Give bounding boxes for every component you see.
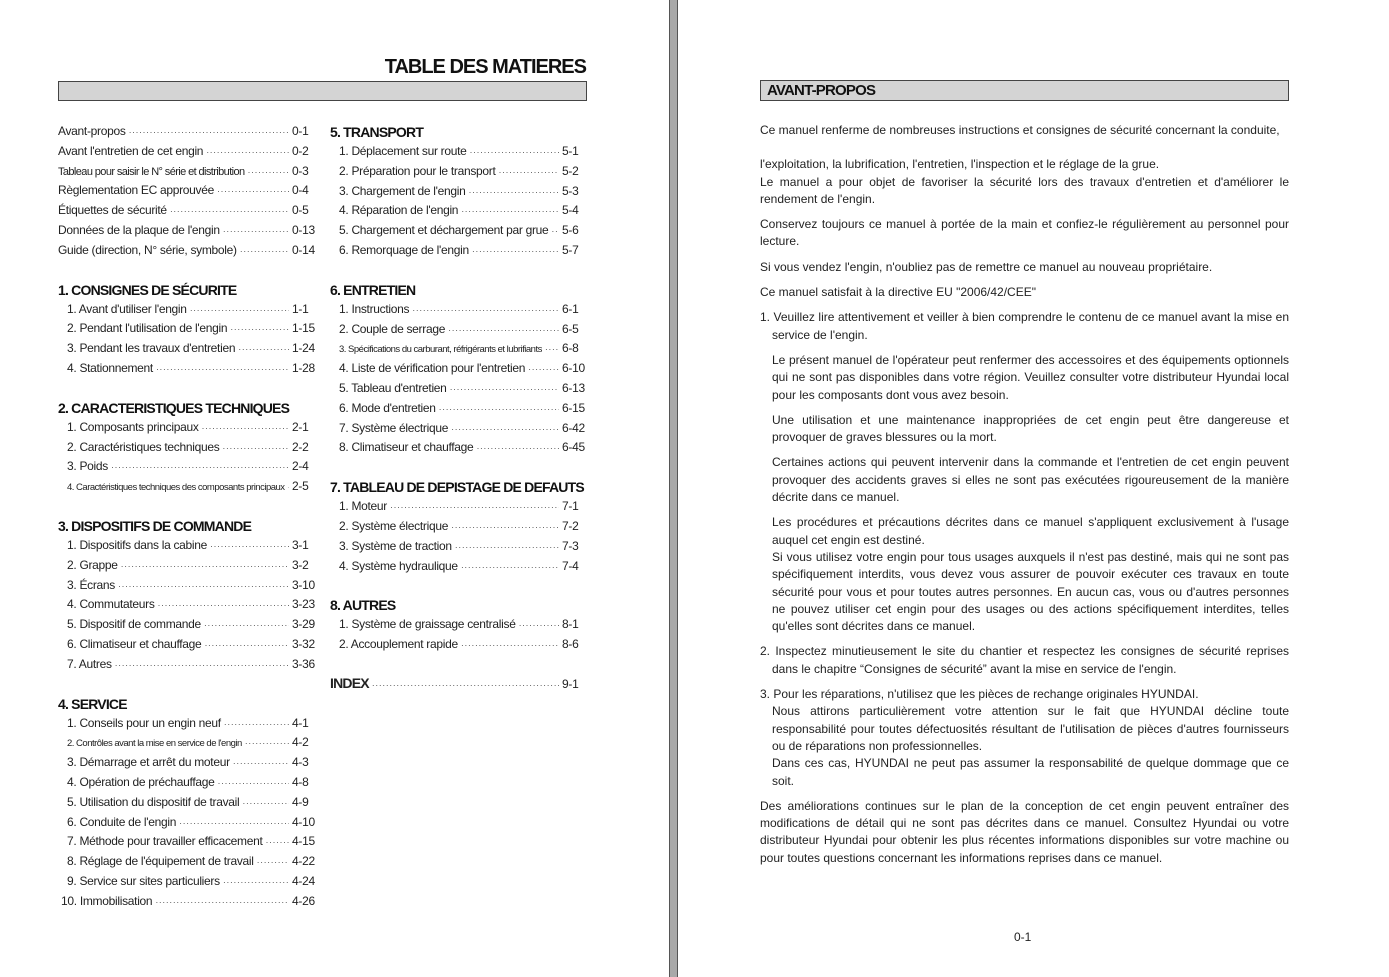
toc-entry-label: 7. Méthode pour travailler efficacement <box>67 834 263 849</box>
leader-dots <box>158 596 289 616</box>
toc-entry[interactable] <box>330 300 586 320</box>
toc-entry-page: 0-2 <box>292 143 309 158</box>
toc-entry-page: 0-5 <box>292 203 309 218</box>
toc-entry[interactable] <box>58 181 316 201</box>
toc-section-heading[interactable]: 2. CARACTERISTIQUES TECHNIQUES <box>58 399 290 416</box>
leader-dots <box>448 321 559 341</box>
toc-entry-page: 6-15 <box>562 400 585 415</box>
leader-dots <box>545 340 559 360</box>
toc-entry-label: 1. Système de graissage centralisé <box>339 617 516 632</box>
toc-entry-label: 9. Service sur sites particuliers <box>67 873 220 888</box>
toc-entry-page: 2-1 <box>292 419 309 434</box>
foreword-paragraph: Si vous vendez l'engin, n'oubliez pas de remettre ce manuel au nouveau propriétaire. <box>760 259 1213 274</box>
leader-dots <box>450 380 559 400</box>
toc-section-heading[interactable]: 8. AUTRES <box>330 597 396 614</box>
toc-entry-page: 0-1 <box>292 124 309 138</box>
toc-entry-label: Étiquettes de sécurité <box>58 203 167 218</box>
toc-entry[interactable] <box>58 359 316 379</box>
toc-entry[interactable] <box>58 162 316 182</box>
toc-entry[interactable] <box>330 419 586 439</box>
leader-dots <box>519 616 559 636</box>
leader-dots <box>266 833 289 853</box>
toc-entry-label: 2. Pendant l'utilisation de l'engin <box>67 321 228 336</box>
toc-entry-page: 4-8 <box>292 774 309 789</box>
toc-entry[interactable] <box>330 557 586 577</box>
toc-entry-page: 6-1 <box>562 301 579 316</box>
toc-entry-label: 2. Couple de serrage <box>339 321 446 336</box>
toc-entry-label: 6. Mode d'entretien <box>339 400 436 415</box>
toc-sections-right <box>330 122 586 655</box>
toc-entry-label: Guide (direction, N° série, symbole) <box>58 242 237 257</box>
toc-entry-label: 5. Chargement et déchargement par grue <box>339 223 549 238</box>
toc-entry[interactable] <box>330 537 586 557</box>
toc-entry[interactable] <box>58 813 316 833</box>
toc-entry[interactable] <box>330 339 586 359</box>
numbered-item-1-detail: Certaines actions qui peuvent intervenir dans la commande et l'entretien de cet engin peuvent provoquer des accidents graves si elles ne sont pas exécutées rigoureusement de la manière décrite dans ce manuel. <box>772 455 1289 505</box>
toc-entry[interactable] <box>58 832 316 852</box>
toc-entry[interactable] <box>330 517 586 537</box>
toc-entry[interactable] <box>330 399 586 419</box>
numbered-item-1-detail: Les procédures et précautions décrites dans ce manuel s'appliquent exclusivement à l'usage auquel cet engin est destiné. <box>772 515 1289 547</box>
toc-entry-label: 2. Grappe <box>67 557 118 572</box>
toc-entry-label: 1. Composants principaux <box>67 419 199 434</box>
toc-entry-label: 10. Immobilisation <box>61 893 153 908</box>
toc-entry-label: 1. Avant d'utiliser l'engin <box>67 301 187 316</box>
toc-entry-page: 1-24 <box>292 341 315 356</box>
toc-entry[interactable] <box>58 457 316 477</box>
toc-entry[interactable] <box>330 221 586 241</box>
foreword-paragraph: Conservez toujours ce manuel à portée de la main et confiez-le régulièrement au personnel pour lecture. <box>760 217 1289 249</box>
toc-entry-page: 2-5 <box>292 479 309 494</box>
toc-entry[interactable] <box>58 576 316 596</box>
leader-dots <box>528 360 559 380</box>
toc-entry-label: 2. Système électrique <box>339 518 449 533</box>
leader-dots <box>245 734 289 754</box>
toc-entry-label: 3. Écrans <box>67 577 115 592</box>
toc-entry-page: 6-8 <box>562 341 579 356</box>
toc-entry-page: 5-1 <box>562 144 579 158</box>
toc-entry-label: 5. Tableau d'entretien <box>339 380 447 395</box>
toc-entry-page: 4-3 <box>292 755 309 770</box>
leader-dots <box>202 419 289 439</box>
toc-entry-page: 0-4 <box>292 183 309 198</box>
toc-entry[interactable] <box>58 793 316 813</box>
toc-entry-page: 0-3 <box>292 163 309 178</box>
toc-entry[interactable] <box>330 241 586 261</box>
toc-entry-label: 6. Remorquage de l'engin <box>339 242 469 257</box>
toc-entry[interactable] <box>330 182 586 202</box>
toc-entry-label: 5. Dispositif de commande <box>67 617 201 632</box>
leader-dots <box>230 320 289 340</box>
toc-title: TABLE DES MATIERES <box>384 56 586 78</box>
toc-section-heading[interactable]: 3. DISPOSITIFS DE COMMANDE <box>58 517 252 534</box>
toc-entry-page: 4-15 <box>292 834 315 849</box>
toc-entry[interactable] <box>58 556 316 576</box>
leader-dots <box>156 360 289 380</box>
toc-entry-page: 3-10 <box>292 577 315 592</box>
leader-dots <box>240 242 289 262</box>
toc-entry-page: 5-7 <box>562 242 579 257</box>
leader-dots <box>204 636 289 656</box>
toc-entry[interactable] <box>58 635 316 655</box>
toc-entry-page: 3-36 <box>292 656 315 671</box>
leader-dots <box>242 794 289 814</box>
leader-dots <box>472 242 559 262</box>
toc-title-bar <box>58 81 587 101</box>
toc-entry[interactable] <box>58 438 316 458</box>
toc-entry[interactable] <box>58 319 316 339</box>
toc-entry-page: 0-14 <box>292 242 315 257</box>
numbered-item-3-detail: Dans ces cas, HYUNDAI ne peut pas assumer la responsabilité de quelque dommage que ce soit. <box>772 756 1289 788</box>
toc-entry-page: 6-5 <box>562 321 579 336</box>
toc-entry-page: 6-45 <box>562 440 585 455</box>
toc-entry-index[interactable] <box>330 674 586 694</box>
toc-index-label: INDEX <box>330 674 369 691</box>
toc-entry-page: 5-3 <box>562 183 579 198</box>
leader-dots <box>257 853 289 873</box>
toc-entry-page: 7-1 <box>562 499 579 514</box>
toc-entry-label: 4. Commutateurs <box>67 597 155 612</box>
toc-entry-page: 7-2 <box>562 518 579 533</box>
leader-dots <box>224 715 289 735</box>
toc-entry-page: 4-9 <box>292 794 309 809</box>
toc-entry-page: 6-42 <box>562 420 585 435</box>
toc-entry[interactable] <box>58 733 316 753</box>
leader-dots <box>439 400 559 420</box>
toc-entry-page: 2-4 <box>292 459 309 474</box>
leader-dots <box>129 123 289 143</box>
leader-dots <box>238 340 289 360</box>
leader-dots <box>210 537 289 557</box>
toc-entry[interactable] <box>330 359 586 379</box>
toc-entry-label: 7. Système électrique <box>339 420 449 435</box>
toc-entry-page: 7-3 <box>562 538 579 553</box>
toc-sections-left <box>58 280 316 912</box>
toc-entry-page: 8-6 <box>562 637 579 652</box>
page-number: 0-1 <box>1014 930 1032 944</box>
toc-entry[interactable] <box>330 162 586 182</box>
toc-entry[interactable] <box>58 142 316 162</box>
toc-entry[interactable] <box>58 201 316 221</box>
toc-section-heading[interactable]: 7. TABLEAU DE DEPISTAGE DE DEFAUTS <box>330 479 584 496</box>
toc-section-heading[interactable]: 5. TRANSPORT <box>330 124 424 140</box>
toc-entry[interactable] <box>58 221 316 241</box>
leader-dots <box>155 893 289 913</box>
leader-dots <box>218 774 290 794</box>
toc-entry[interactable] <box>58 714 316 734</box>
leader-dots <box>372 676 559 696</box>
toc-entry-label: 2. Préparation pour le transport <box>339 163 496 178</box>
numbered-item-3-detail: Nous attirons particulièrement votre attention sur le fait que HYUNDAI décline toute responsabilité pour toutes défectuosités résultant de l'utilisation de pièces d'autres fournisseurs ou de réparations non professionnelles. <box>772 704 1289 753</box>
toc-entry-page: 3-32 <box>292 636 315 651</box>
toc-entry-label: 2. Contrôles avant la mise en service de l'engin <box>67 738 242 750</box>
leader-dots <box>223 222 289 242</box>
leader-dots <box>551 222 559 242</box>
toc-entry[interactable] <box>58 536 316 556</box>
numbered-item-1-detail: Une utilisation et une maintenance inappropriées de cet engin peut être dangereuse et provoquer de graves blessures ou la mort. <box>772 412 1289 445</box>
toc-entry-label: 4. Opération de préchauffage <box>67 774 215 789</box>
foreword-heading: AVANT-PROPOS <box>760 80 1289 101</box>
toc-entry-label: Règlementation EC approuvée <box>58 183 215 198</box>
toc-entry-label: 4. Système hydraulique <box>339 558 458 573</box>
leader-dots <box>115 656 289 676</box>
toc-entry-label: 4. Réparation de l'engin <box>339 203 459 218</box>
toc-entry[interactable] <box>330 320 586 340</box>
toc-entry-page: 3-23 <box>292 597 315 612</box>
toc-entry-label: 2. Caractéristiques techniques <box>67 439 220 454</box>
toc-entry-label: 1. Dispositifs dans la cabine <box>67 537 208 552</box>
leader-dots <box>469 183 559 203</box>
foreword-body <box>760 122 1289 875</box>
toc-section-heading[interactable]: 6. ENTRETIEN <box>330 281 416 298</box>
leader-dots <box>248 163 289 183</box>
toc-entry-label: 1. Déplacement sur route <box>339 144 467 158</box>
toc-entry-page: 4-22 <box>292 854 315 869</box>
toc-entry-page: 4-26 <box>292 893 315 908</box>
numbered-item-3: 3. Pour les réparations, n'utilisez que les pièces de rechange originales HYUNDAI. <box>760 687 1199 702</box>
toc-entry-page: 1-15 <box>292 321 315 336</box>
leader-dots <box>170 202 289 222</box>
toc-column-left <box>58 122 316 931</box>
toc-entry-label: 3. Démarrage et arrêt du moteur <box>67 755 230 770</box>
toc-section <box>58 694 316 912</box>
toc-section <box>330 477 586 576</box>
leader-dots <box>476 439 559 459</box>
toc-index-page: 9-1 <box>562 676 579 691</box>
leader-dots <box>451 518 559 538</box>
foreword-paragraph: Le manuel a pour objet de favoriser la sécurité lors des travaux d'entretien et d'améliorer le rendement de l'engin. <box>760 174 1289 206</box>
toc-entry[interactable] <box>330 379 586 399</box>
leader-dots <box>412 301 559 321</box>
toc-section-heading[interactable]: 1. CONSIGNES DE SÉCURITE <box>58 281 237 298</box>
toc-entry[interactable] <box>330 615 586 635</box>
toc-entry[interactable] <box>330 201 586 221</box>
toc-section <box>58 280 316 379</box>
toc-entry-label: 1. Moteur <box>339 499 387 514</box>
leader-dots <box>206 143 289 163</box>
toc-entry[interactable] <box>330 438 586 458</box>
leader-dots <box>461 636 559 656</box>
toc-entry-label: 3. Spécifications du carburant, réfrigérants et lubrifiants <box>339 344 542 356</box>
toc-entry[interactable] <box>58 595 316 615</box>
toc-entry-label: 2. Accouplement rapide <box>339 637 458 652</box>
leader-dots <box>179 814 289 834</box>
toc-entry[interactable] <box>58 655 316 675</box>
foreword-paragraph: Ce manuel renferme de nombreuses instructions et consignes de sécurité concernant la conduite, <box>760 123 1280 137</box>
toc-entry-label: 7. Autres <box>67 656 112 671</box>
toc-entry-page: 2-2 <box>292 439 309 454</box>
toc-entry-label: 6. Climatiseur et chauffage <box>67 636 202 651</box>
toc-entry-label: 8. Climatiseur et chauffage <box>339 440 474 455</box>
toc-entry[interactable] <box>58 872 316 892</box>
toc-entry[interactable] <box>330 142 586 162</box>
leader-dots <box>233 754 289 774</box>
numbered-item-2: 2. Inspectez minutieusement le site du chantier et respectez les consignes de sécurité reprises dans le chapitre “Consignes de sécurité” avant la mise en service de l'engin. <box>760 644 1289 676</box>
leader-dots <box>217 182 289 202</box>
toc-entry-label: 4. Liste de vérification pour l'entretien <box>339 361 526 376</box>
toc-entry[interactable] <box>58 300 316 320</box>
toc-entry-label: 3. Poids <box>67 459 108 474</box>
toc-entry-label: 5. Utilisation du dispositif de travail <box>67 794 240 809</box>
foreword-page <box>678 0 1389 977</box>
toc-entry-page: 8-1 <box>562 617 579 632</box>
toc-entry-page: 6-10 <box>562 361 585 376</box>
toc-entry-label: 3. Système de traction <box>339 538 452 553</box>
toc-entry-label: 8. Réglage de l'équipement de travail <box>67 854 254 869</box>
toc-entry-page: 4-10 <box>292 814 315 829</box>
foreword-paragraph: Ce manuel satisfait à la directive EU "2006/42/CEE" <box>760 285 1036 300</box>
toc-entry[interactable] <box>58 773 316 793</box>
toc-entry-page: 1-28 <box>292 360 315 375</box>
toc-section <box>330 595 586 655</box>
toc-section <box>330 122 586 261</box>
toc-entry-label: 3. Pendant les travaux d'entretien <box>67 341 236 356</box>
toc-entry-page: 5-4 <box>562 203 579 218</box>
leader-dots <box>190 301 289 321</box>
toc-entry-label: Tableau pour saisir le N° série et distribution <box>58 165 245 178</box>
toc-entry-page: 4-24 <box>292 873 315 888</box>
toc-entry[interactable] <box>58 477 316 497</box>
toc-front-matter <box>58 122 316 261</box>
toc-entry-page: 5-2 <box>562 163 579 178</box>
toc-entry[interactable] <box>58 852 316 872</box>
toc-page <box>0 0 669 977</box>
toc-column-right <box>330 122 586 694</box>
leader-dots <box>223 873 289 893</box>
leader-dots <box>451 420 559 440</box>
toc-entry-label: Données de la plaque de l'engin <box>58 222 220 237</box>
foreword-paragraph: l'exploitation, la lubrification, l'entretien, l'inspection et le réglage de la grue. <box>760 157 1160 172</box>
leader-dots <box>455 538 559 558</box>
toc-entry-label: 3. Chargement de l'engin <box>339 183 466 198</box>
toc-entry[interactable] <box>330 497 586 517</box>
foreword-closing: Des améliorations continues sur le plan de la conception de cet engin peuvent entraîner des modifications de détail qui ne sont pas décrites dans ce manuel. Consultez Hyundai ou votre distributeur Hyundai pour obtenir les plus récentes informations disponibles sur votre machine ou pour toutes questions concernant les informations reprises dans ce manuel. <box>760 798 1289 865</box>
leader-dots <box>121 557 289 577</box>
leader-dots <box>204 616 289 636</box>
toc-entry[interactable] <box>58 753 316 773</box>
toc-section <box>330 280 586 458</box>
toc-entry[interactable] <box>58 339 316 359</box>
leader-dots <box>461 558 559 578</box>
toc-section <box>58 398 316 497</box>
toc-entry-page: 3-2 <box>292 557 309 572</box>
leader-dots <box>499 163 560 183</box>
toc-entry-label: 4. Stationnement <box>67 360 153 375</box>
leader-dots <box>461 202 559 222</box>
toc-entry[interactable] <box>58 241 316 261</box>
toc-entry-label: Avant-propos <box>58 124 126 138</box>
numbered-item-1-detail: Si vous utilisez votre engin pour tous usages auxquels il n'est pas destiné, mais qui ne sont pas spécifiquement interdits, vous devez vous assurer de pouvoir exécuter ces travaux en toute sécurité pour vous et pour toutes autres personnes. En aucun cas, vous ou d'autres personnes ne pouvez utiliser cet engin pour des usages ou des actions spécifiquement interdites, telles qu'elles sont décrites dans ce manuel. <box>772 549 1289 634</box>
toc-entry-page: 6-13 <box>562 380 585 395</box>
toc-entry[interactable] <box>58 615 316 635</box>
leader-dots <box>470 143 559 163</box>
toc-entry-label: 1. Conseils pour un engin neuf <box>67 715 221 730</box>
toc-entry-page: 3-1 <box>292 537 309 552</box>
toc-entry-label: Avant l'entretien de cet engin <box>58 143 204 158</box>
leader-dots <box>288 478 289 498</box>
toc-entry-page: 4-1 <box>292 715 309 730</box>
leader-dots <box>222 439 289 459</box>
page-spine-divider <box>669 0 678 977</box>
numbered-item-1-detail: Le présent manuel de l'opérateur peut renfermer des accessoires et des équipements optionnels qui ne sont pas disponibles dans votre région. Veuillez consulter votre distributeur Hyundai local pour les composants dont vous avez besoin. <box>772 352 1289 402</box>
toc-entry[interactable] <box>330 635 586 655</box>
toc-entry-label: 1. Instructions <box>339 301 410 316</box>
toc-entry-page: 3-29 <box>292 617 315 632</box>
toc-entry-label: 4. Caractéristiques techniques des composants principaux <box>67 482 285 494</box>
toc-entry-page: 1-1 <box>292 301 309 316</box>
toc-entry-page: 4-2 <box>292 735 309 750</box>
toc-section-heading[interactable]: 4. SERVICE <box>58 695 127 712</box>
toc-entry[interactable] <box>58 892 316 912</box>
numbered-item-1: 1. Veuillez lire attentivement et veiller à bien comprendre le contenu de ce manuel avant la mise en service de l'engin. <box>760 310 1289 342</box>
toc-entry[interactable] <box>58 122 316 142</box>
leader-dots <box>111 458 289 478</box>
toc-entry[interactable] <box>58 418 316 438</box>
leader-dots <box>118 577 289 597</box>
toc-entry-page: 5-6 <box>562 223 579 238</box>
toc-entry-label: 6. Conduite de l'engin <box>67 814 177 829</box>
toc-entry-page: 7-4 <box>562 558 579 573</box>
toc-section <box>58 516 316 675</box>
toc-entry-page: 0-13 <box>292 222 315 237</box>
leader-dots <box>390 498 559 518</box>
